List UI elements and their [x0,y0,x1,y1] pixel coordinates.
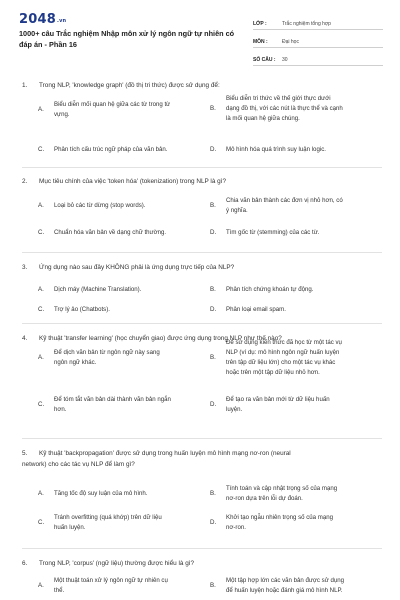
option-text-line: thể. [54,587,65,594]
option-text [54,576,168,596]
option-letter: D. [210,229,217,236]
answer-option-d[interactable] [210,395,380,415]
option-text [54,285,141,295]
option-text-line: vựng. [54,111,70,118]
logo-text: 2048 [19,12,56,27]
option-text [226,285,313,295]
answer-option-b[interactable] [210,484,380,504]
option-text [54,201,145,211]
option-text-line: Tăng tốc độ suy luận của mô hình. [54,490,148,497]
option-text [54,513,162,533]
question-text: Trong NLP, 'knowledge graph' (đồ thị tri thức) được sử dụng để: [39,82,220,89]
option-text-line: Để sử dụng kiến thức đã học từ một tác vụ [226,339,342,346]
option-text-line: dạng đồ thị, với các nút là thực thể và cạnh [226,105,343,112]
option-text-line: Phân loại email spam. [226,306,286,313]
option-text-line: Dịch máy (Machine Translation). [54,286,142,293]
meta-label: LỚP : [253,21,267,27]
option-text-line: Chia văn bản thành các đơn vị nhỏ hơn, có [226,197,343,204]
option-letter: A. [38,490,44,497]
option-text-line: Để dịch văn bản từ ngôn ngữ này sang [54,349,160,356]
question-text-line: Kỹ thuật 'backpropagation' được sử dụng trong huấn luyện mô hình mạng nơ-ron (neural [39,450,291,457]
question-divider [22,438,382,439]
option-letter: D. [210,146,217,153]
option-text [226,513,333,533]
option-letter: B. [210,105,216,112]
option-text [54,100,170,120]
answer-option-b[interactable] [210,338,380,378]
answer-option-c[interactable] [38,395,198,415]
answer-option-b[interactable] [210,576,380,596]
question-number: 6. [22,560,28,567]
option-text-line: huấn luyện. [54,524,86,531]
option-letter: C. [38,519,45,526]
option-letter: C. [38,401,45,408]
option-text [54,395,171,415]
option-text-line: nơ-ron. [226,524,246,531]
question-stem [22,448,378,470]
document-title: 1000+ câu Trắc nghiệm Nhập môn xử lý ngôn ngữ tự nhiên có đáp án - Phần 16 [19,29,235,49]
answer-option-b[interactable] [210,196,380,216]
option-letter: D. [210,519,217,526]
meta-label: MÔN : [253,39,268,45]
option-letter: D. [210,401,217,408]
question-number: 4. [22,335,28,342]
option-text-line: ý nghĩa. [226,207,248,214]
option-letter: C. [38,229,45,236]
option-letter: C. [38,306,45,313]
option-text-line: Tìm gốc từ (stemming) của các từ. [226,229,320,236]
option-text [226,338,342,378]
answer-option-a[interactable] [38,201,198,211]
question-stem [22,558,378,569]
question-text: Mục tiêu chính của việc 'token hóa' (tokenization) trong NLP là gì? [39,178,227,185]
answer-option-d[interactable] [210,145,380,155]
option-text [226,145,326,155]
option-text-line: để huấn luyện hoặc đánh giá mô hình NLP. [226,587,343,594]
question-number: 1. [22,82,28,89]
option-text-line: Biểu diễn tri thức về thế giới thực dưới [226,95,331,102]
option-text-line: Phân tích cấu trúc ngữ pháp của văn bản. [54,146,168,153]
option-text [226,196,343,216]
meta-row-subject [253,31,383,48]
option-letter: B. [210,202,216,209]
question-number: 5. [22,450,28,457]
option-text-line: Tránh overfitting (quá khớp) trên dữ liệu [54,514,162,521]
option-text-line: luyện. [226,406,243,413]
option-letter: B. [210,354,216,361]
option-text-line: Biểu diễn mối quan hệ giữa các từ trong từ [54,101,171,108]
option-text [226,228,320,238]
meta-value: Trắc nghiệm tổng hợp [282,21,331,27]
option-letter: A. [38,354,44,361]
question-stem [22,176,378,187]
question-text: Kỹ thuật 'transfer learning' (học chuyển giao) được ứng dụng trong NLP như thế nào? [39,335,282,342]
question-text: Trong NLP, 'corpus' (ngữ liệu) thường được hiểu là gì? [39,560,195,567]
logo-suffix: .vn [56,18,67,24]
question-divider [22,323,382,324]
meta-row-count [253,49,383,66]
option-text-line: hoặc trên một tập dữ liệu nhỏ hơn. [226,369,320,376]
option-letter: A. [38,106,44,113]
answer-option-a[interactable] [38,576,198,596]
answer-option-a[interactable] [38,285,198,295]
option-text [226,305,286,315]
question-divider [22,252,382,253]
page-header [0,0,400,66]
answer-option-d[interactable] [210,228,380,238]
meta-value: 30 [282,57,288,63]
question-text: Ứng dụng nào sau đây KHÔNG phải là ứng dụng trực tiếp của NLP? [39,264,235,271]
meta-value: Đại học [282,39,299,45]
answer-option-c[interactable] [38,513,198,533]
option-text [54,305,110,315]
question-number: 3. [22,264,28,271]
option-letter: B. [210,490,216,497]
option-text-line: Trợ lý ảo (Chatbots). [54,306,110,313]
answer-option-d[interactable] [210,305,380,315]
option-text [226,484,337,504]
option-text-line: Để tóm tắt văn bản dài thành văn bản ngắn [54,396,171,403]
answer-option-c[interactable] [38,228,198,238]
answer-option-a[interactable] [38,348,198,368]
answer-option-b[interactable] [210,285,380,295]
option-text-line: hơn. [54,406,67,413]
answer-option-a[interactable] [38,489,198,499]
answer-option-c[interactable] [38,145,198,155]
option-text-line: Chuẩn hóa văn bản về dạng chữ thường. [54,229,167,236]
option-text-line: Loại bỏ các từ dừng (stop words). [54,202,146,209]
answer-option-b[interactable] [210,94,380,124]
answer-option-c[interactable] [38,305,198,315]
meta-label: SỐ CÂU : [253,57,276,63]
option-letter: B. [210,286,216,293]
answer-option-d[interactable] [210,513,380,533]
option-letter: A. [38,582,44,589]
question-divider [22,548,382,549]
question-number: 2. [22,178,28,185]
option-text-line: ngôn ngữ khác. [54,359,97,366]
answer-option-a[interactable] [38,100,198,120]
option-text-line: nơ-ron dựa trên lỗi dự đoán. [226,495,303,502]
option-text-line: là mối quan hệ giữa chúng. [226,115,300,122]
option-text-line: Một tập hợp lớn các văn bản được sử dụng [226,577,345,584]
option-text [54,228,166,238]
option-text-line: Khởi tạo ngẫu nhiên trọng số của mạng [226,514,333,521]
option-letter: C. [38,146,45,153]
option-text-line: Tính toán và cập nhật trọng số của mạng [226,485,338,492]
option-text-line: Để tạo ra văn bản mới từ dữ liệu huấn [226,396,330,403]
option-text [54,145,168,155]
option-text-line: trên tập dữ liệu lớn) cho một tác vụ khác [226,359,336,366]
option-text [226,94,343,124]
site-logo[interactable] [19,12,66,27]
option-letter: B. [210,582,216,589]
option-text [226,395,330,415]
document-meta [253,13,383,66]
question-stem [22,262,378,273]
option-letter: D. [210,306,217,313]
question-stem [22,80,378,91]
option-text-line: Một thuật toán xử lý ngôn ngữ tự nhiên cụ [54,577,168,584]
option-text-line: NLP (ví dụ: mô hình ngôn ngữ huấn luyện [226,349,340,356]
option-text [54,348,160,368]
question-divider [22,167,382,168]
option-text [54,489,148,499]
option-letter: A. [38,286,44,293]
option-text-line: Mô hình hóa quá trình suy luận logic. [226,146,326,153]
option-letter: A. [38,202,44,209]
question-text-line: network) cho các tác vụ NLP để làm gì? [22,461,135,468]
meta-row-class [253,13,383,30]
option-text-line: Phân tích chứng khoán tự động. [226,286,314,293]
option-text [226,576,344,596]
